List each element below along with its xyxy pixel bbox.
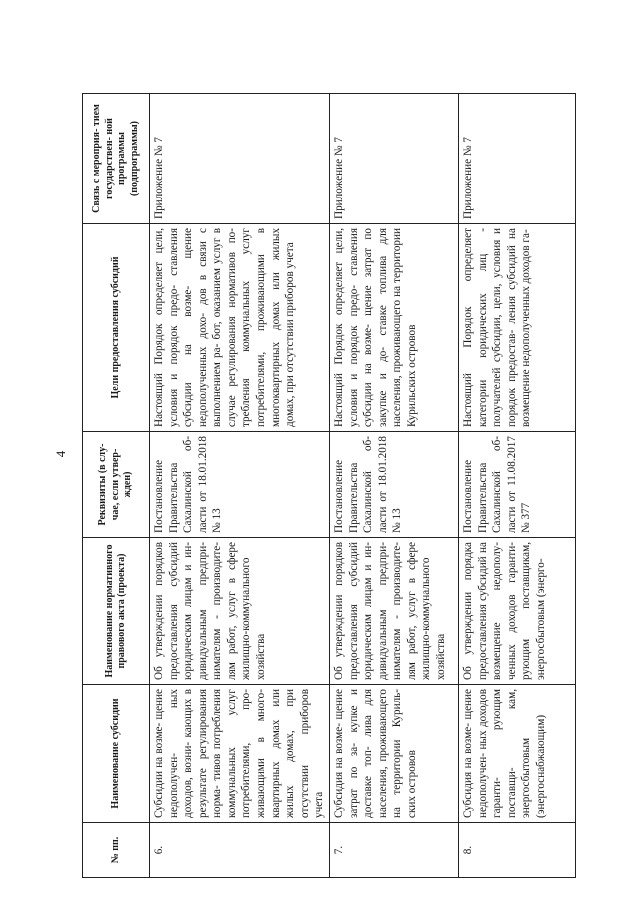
table-row [459, 94, 576, 878]
row-number: 6. [150, 823, 330, 878]
details-cell: Постановление Правительства Сахалинской об- ласти от 11.08.2017 № 377 [459, 432, 576, 538]
goals-cell: Настоящий Порядок определяет цели, условия и порядок предо- ставления субсидии на возме- щение затрат по закупке и до- ставке топлива для населения, проживающего на территории Курильских островов [330, 224, 459, 432]
legal-act-cell: Об утверждении порядков предоставления субсидий юридическим лицам и ин- дивидуальным предпри- нимателям - производите- лям работ, услуг в сфере жилищно-коммунального хозяйства [330, 538, 459, 685]
header-program-link: Связь с мероприя- тием государствен- ной программы (подпрограммы) [83, 94, 150, 224]
table-row [330, 94, 459, 878]
details-cell: Постановление Правительства Сахалинской об- ласти от 18.01.2018 № 13 [330, 432, 459, 538]
subsidy-name-cell: Субсидия на возме- щение затрат по за- купке и доставке топ- лива для населения, проживающего на территории Куриль- ских островов [330, 685, 459, 823]
subsidy-name-cell: Субсидия на возме- щение недополучен- ных доходов гаранти- рующим поставщи- кам, энергосбытовым (энергоснабжающим) [459, 685, 576, 823]
program-link-cell: Приложение № 7 [330, 94, 459, 224]
program-link-cell: Приложение № 7 [459, 94, 576, 224]
header-num: № пп. [83, 823, 150, 878]
goals-cell: Настоящий Порядок определяет цели, условия и порядок предо- ставления субсидии на возме- щение недополученных дохо- дов в связи с выполнением ра- бот, оказанием услуг в случае регулирования нормативов по- требления коммунальных услуг потребителями, проживающими в многоквартирных домах или жилых домах, при отсутствии приборов учета [150, 224, 330, 432]
table-row [150, 94, 330, 878]
header-goals: Цели предоставления субсидий [83, 224, 150, 432]
header-details: Реквизиты (в слу- чае, если утвер- жден) [83, 432, 150, 538]
subsidy-name-cell: Субсидии на возме- щение недополучен- ных доходов, возни- кающих в результате регулирования норма- тивов потребления коммунальных услуг потребителями, про- живающими в много- квартирных домах или жилых домах, при отсутствии приборов учета [150, 685, 330, 823]
legal-act-cell: Об утверждении порядков предоставления субсидий юридическим лицам и ин- дивидуальным предпри- нимателям - производите- лям работ, услуг в сфере жилищно-коммунального хозяйства [150, 538, 330, 685]
header-legal-act: Наименование нормативного правового акта (проекта) [83, 538, 150, 685]
header-subsidy-name: Наименование субсидии [83, 685, 150, 823]
row-number: 7. [330, 823, 459, 878]
details-cell: Постановление Правительства Сахалинской об- ласти от 18.01.2018 № 13 [150, 432, 330, 538]
row-number: 8. [459, 823, 576, 878]
program-link-cell: Приложение № 7 [150, 94, 330, 224]
legal-act-cell: Об утверждении порядка предоставления субсидий на возмещение недополу- ченных доходов гаранти- рующим поставщикам, энергосбытовым (энерго- [459, 538, 576, 685]
page-number: 4 [53, 450, 68, 458]
subsidies-table [82, 93, 576, 878]
rotated-page-content [82, 94, 612, 878]
table-header-row [83, 94, 150, 878]
goals-cell: Настоящий Порядок определяет категории юридических лиц - получателей субсидии, цели, условия и порядок предостав- ления субсидий на возмещение недополученных доходов га- [459, 224, 576, 432]
